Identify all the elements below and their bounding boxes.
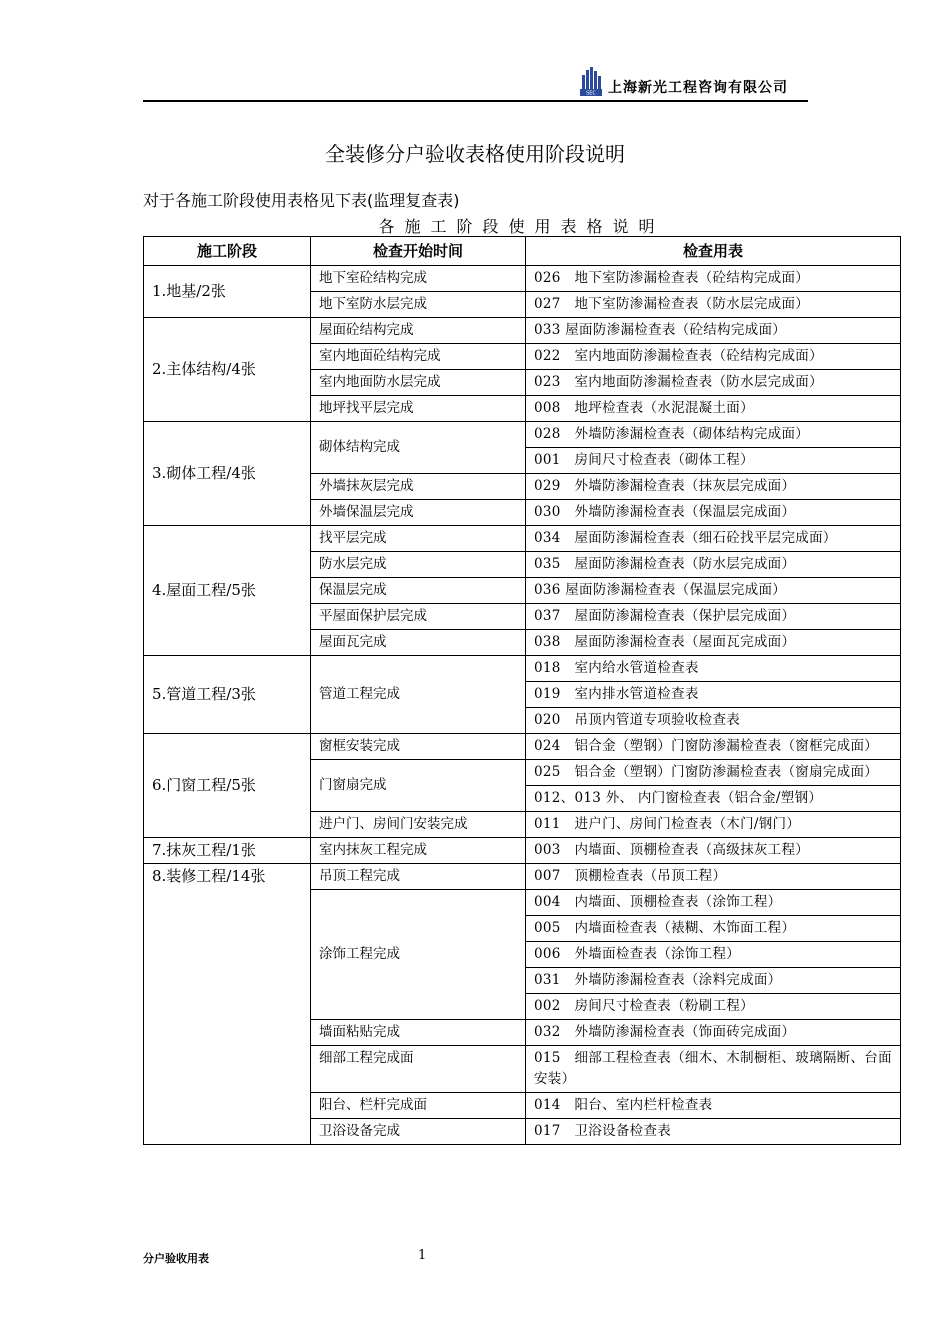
- start-time-cell: 砌体结构完成: [311, 422, 526, 474]
- form-cell: 026 地下室防渗漏检查表（砼结构完成面）: [526, 266, 901, 292]
- form-cell: 001 房间尺寸检查表（砌体工程）: [526, 448, 901, 474]
- table-row: [144, 526, 901, 552]
- header-forms: 检查用表: [526, 237, 901, 266]
- table-row: [144, 734, 901, 760]
- form-cell: 023 室内地面防渗漏检查表（防水层完成面）: [526, 370, 901, 396]
- start-time-cell: 地下室防水层完成: [311, 292, 526, 318]
- intro-text: 对于各施工阶段使用表格见下表(监理复查表): [143, 191, 460, 210]
- table-row: [144, 422, 901, 448]
- form-cell: 017 卫浴设备检查表: [526, 1119, 901, 1145]
- start-time-cell: 屋面砼结构完成: [311, 318, 526, 344]
- stage-forms-table: [143, 236, 901, 1145]
- start-time-cell: 室内地面砼结构完成: [311, 344, 526, 370]
- form-cell: 014 阳台、室内栏杆检查表: [526, 1093, 901, 1119]
- form-cell: 030 外墙防渗漏检查表（保温层完成面）: [526, 500, 901, 526]
- form-cell: 027 地下室防渗漏检查表（防水层完成面）: [526, 292, 901, 318]
- start-time-cell: 门窗扇完成: [311, 760, 526, 812]
- start-time-cell: 室内抹灰工程完成: [311, 838, 526, 864]
- form-cell: 011 进户门、房间门检查表（木门/钢门）: [526, 812, 901, 838]
- form-cell: 015 细部工程检查表（细木、木制橱柜、玻璃隔断、台面安装）: [526, 1046, 901, 1093]
- form-cell: 035 屋面防渗漏检查表（防水层完成面）: [526, 552, 901, 578]
- table-row: [144, 838, 901, 864]
- form-cell: 032 外墙防渗漏检查表（饰面砖完成面）: [526, 1020, 901, 1046]
- form-cell: 024 铝合金（塑钢）门窗防渗漏检查表（窗框完成面）: [526, 734, 901, 760]
- header-stage: 施工阶段: [144, 237, 311, 266]
- stage-cell: 4.屋面工程/5张: [144, 526, 311, 656]
- form-cell: 005 内墙面检查表（裱糊、木饰面工程）: [526, 916, 901, 942]
- form-cell: 031 外墙防渗漏检查表（涂料完成面）: [526, 968, 901, 994]
- page-number: 1: [418, 1248, 427, 1263]
- stage-cell: 1.地基/2张: [144, 266, 311, 318]
- start-time-cell: 外墙保温层完成: [311, 500, 526, 526]
- stage-cell: 8.装修工程/14张: [144, 864, 311, 1145]
- form-cell: 003 内墙面、顶棚检查表（高级抹灰工程）: [526, 838, 901, 864]
- start-time-cell: 保温层完成: [311, 578, 526, 604]
- form-cell: 029 外墙防渗漏检查表（抹灰层完成面）: [526, 474, 901, 500]
- table-row: [144, 864, 901, 890]
- start-time-cell: 涂饰工程完成: [311, 890, 526, 1020]
- form-cell: 034 屋面防渗漏检查表（细石砼找平层完成面）: [526, 526, 901, 552]
- start-time-cell: 阳台、栏杆完成面: [311, 1093, 526, 1119]
- start-time-cell: 墙面粘贴完成: [311, 1020, 526, 1046]
- start-time-cell: 屋面瓦完成: [311, 630, 526, 656]
- table-row: [144, 266, 901, 292]
- form-cell: 018 室内给水管道检查表: [526, 656, 901, 682]
- form-cell: 028 外墙防渗漏检查表（砌体结构完成面）: [526, 422, 901, 448]
- form-cell: 020 吊顶内管道专项验收检查表: [526, 708, 901, 734]
- footer-label: 分户验收用表: [143, 1252, 209, 1265]
- start-time-cell: 吊顶工程完成: [311, 864, 526, 890]
- form-cell: 037 屋面防渗漏检查表（保护层完成面）: [526, 604, 901, 630]
- start-time-cell: 管道工程完成: [311, 656, 526, 734]
- form-cell: 006 外墙面检查表（涂饰工程）: [526, 942, 901, 968]
- form-cell: 012、013 外、 内门窗检查表（铝合金/塑钢）: [526, 786, 901, 812]
- stage-cell: 3.砌体工程/4张: [144, 422, 311, 526]
- start-time-cell: 外墙抹灰层完成: [311, 474, 526, 500]
- table-header-row: [144, 237, 901, 266]
- form-cell: 007 顶棚检查表（吊顶工程）: [526, 864, 901, 890]
- company-name: 上海新光工程咨询有限公司: [608, 80, 788, 96]
- form-cell: 004 内墙面、顶棚检查表（涂饰工程）: [526, 890, 901, 916]
- stage-cell: 6.门窗工程/5张: [144, 734, 311, 838]
- stage-cell: 2.主体结构/4张: [144, 318, 311, 422]
- table-row: [144, 656, 901, 682]
- start-time-cell: 室内地面防水层完成: [311, 370, 526, 396]
- form-cell: 036 屋面防渗漏检查表（保温层完成面）: [526, 578, 901, 604]
- form-cell: 002 房间尺寸检查表（粉刷工程）: [526, 994, 901, 1020]
- stage-cell: 7.抹灰工程/1张: [144, 838, 311, 864]
- start-time-cell: 防水层完成: [311, 552, 526, 578]
- form-cell: 022 室内地面防渗漏检查表（砼结构完成面）: [526, 344, 901, 370]
- form-cell: 025 铝合金（塑钢）门窗防渗漏检查表（窗扇完成面）: [526, 760, 901, 786]
- start-time-cell: 平屋面保护层完成: [311, 604, 526, 630]
- form-cell: 033 屋面防渗漏检查表（砼结构完成面）: [526, 318, 901, 344]
- start-time-cell: 卫浴设备完成: [311, 1119, 526, 1145]
- start-time-cell: 进户门、房间门安装完成: [311, 812, 526, 838]
- table-row: [144, 318, 901, 344]
- stage-cell: 5.管道工程/3张: [144, 656, 311, 734]
- document-title: 全装修分户验收表格使用阶段说明: [325, 142, 625, 166]
- form-cell: 038 屋面防渗漏检查表（屋面瓦完成面）: [526, 630, 901, 656]
- page-header: [143, 64, 808, 102]
- form-cell: 008 地坪检查表（水泥混凝土面）: [526, 396, 901, 422]
- start-time-cell: 窗框安装完成: [311, 734, 526, 760]
- start-time-cell: 地坪找平层完成: [311, 396, 526, 422]
- start-time-cell: 细部工程完成面: [311, 1046, 526, 1093]
- svg-text:SEC: SEC: [586, 90, 596, 96]
- header-start-time: 检查开始时间: [311, 237, 526, 266]
- table-caption: 各施工阶段使用表格说明: [378, 217, 665, 236]
- start-time-cell: 找平层完成: [311, 526, 526, 552]
- company-logo-icon: [579, 66, 603, 96]
- form-cell: 019 室内排水管道检查表: [526, 682, 901, 708]
- start-time-cell: 地下室砼结构完成: [311, 266, 526, 292]
